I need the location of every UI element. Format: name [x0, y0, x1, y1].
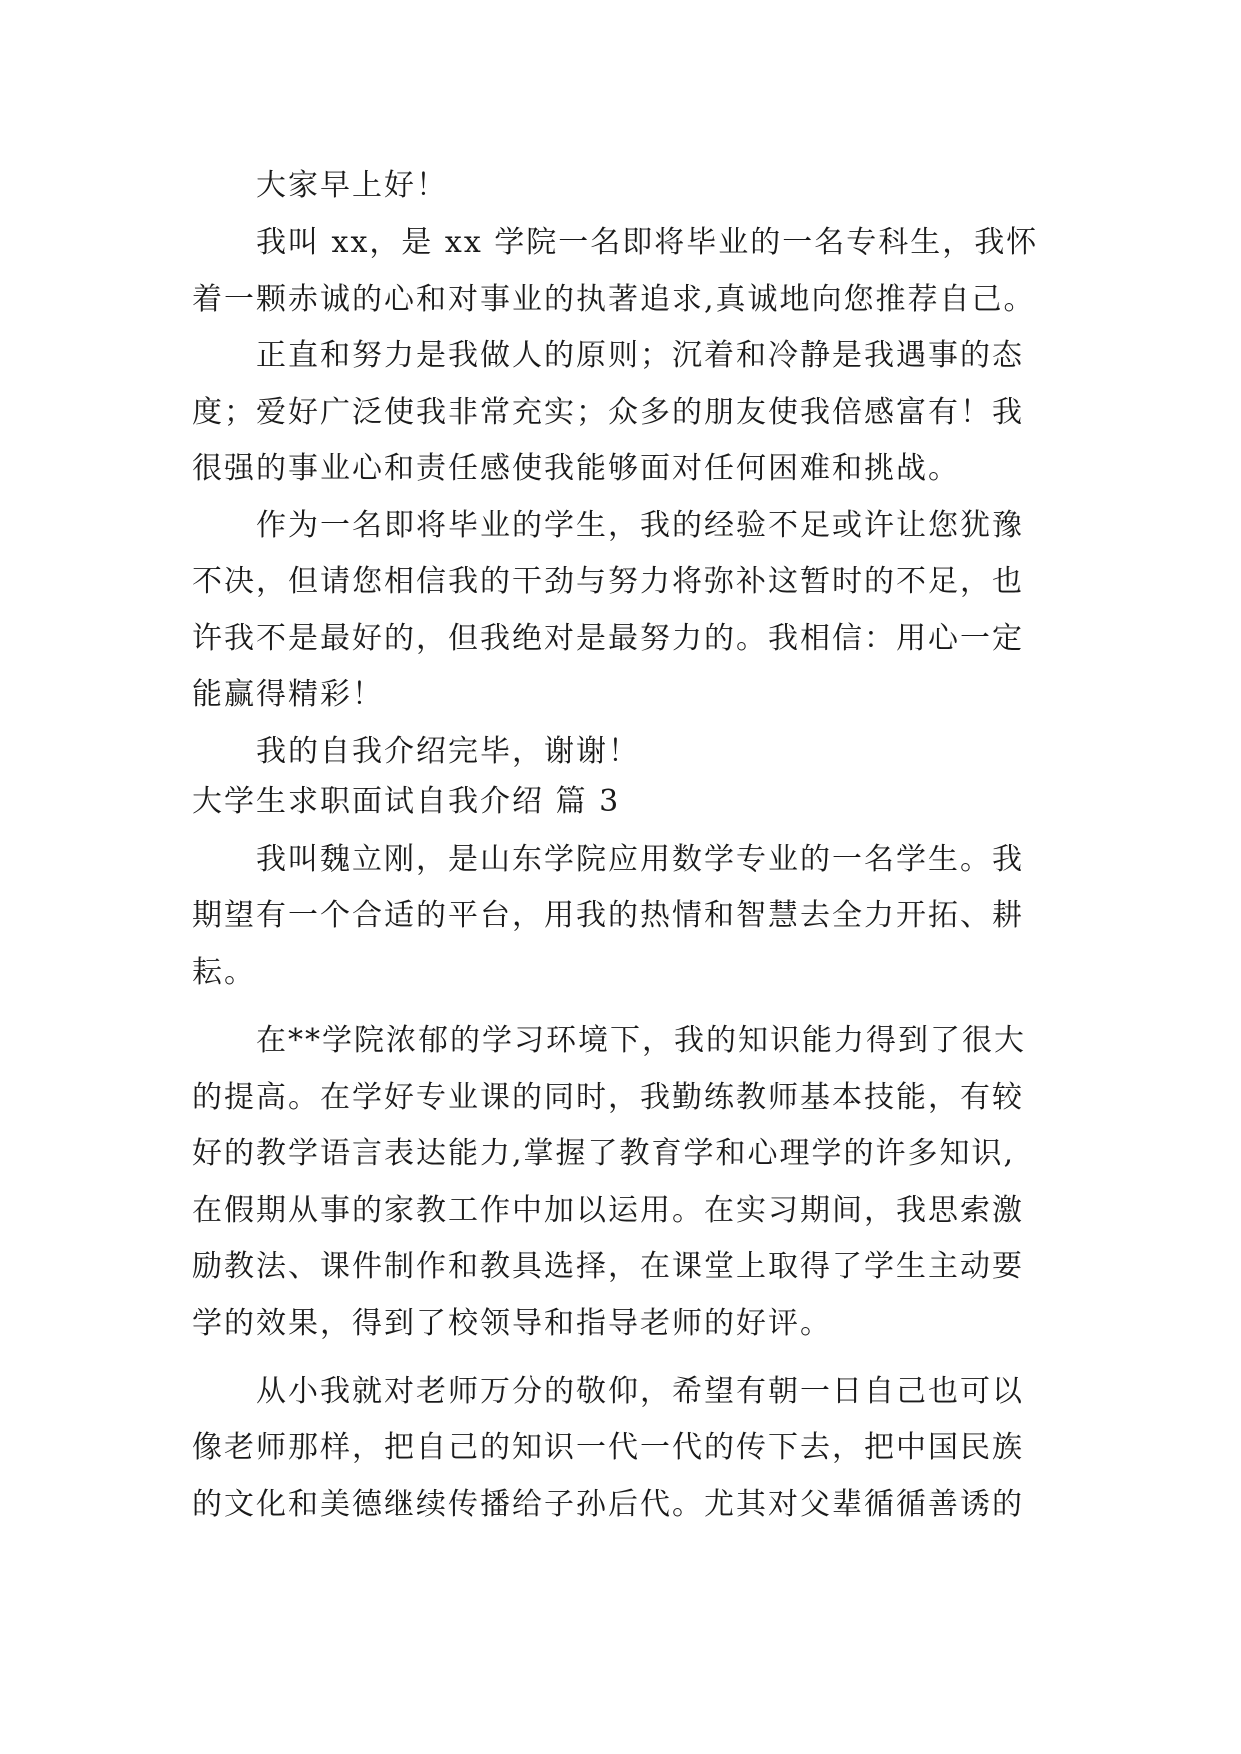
paragraph-line: 能赢得精彩！	[192, 677, 384, 712]
paragraph-line: 作为一名即将毕业的学生，我的经验不足或许让您犹豫	[256, 508, 1024, 543]
paragraph-line: 在假期从事的家教工作中加以运用。在实习期间，我思索激	[192, 1193, 1024, 1228]
paragraph-line: 不决，但请您相信我的干劲与努力将弥补这暂时的不足，也	[192, 564, 1024, 599]
paragraph-line: 好的教学语言表达能力,掌握了教育学和心理学的许多知识,	[192, 1136, 1016, 1171]
paragraph-line: 很强的事业心和责任感使我能够面对任何困难和挑战。	[192, 451, 960, 486]
greeting-line: 大家早上好！	[256, 168, 448, 203]
paragraph-line: 的文化和美德继续传播给子孙后代。尤其对父辈循循善诱的	[192, 1487, 1024, 1522]
paragraph-line: 耘。	[192, 955, 256, 990]
paragraph-line: 许我不是最好的，但我绝对是最努力的。我相信：用心一定	[192, 621, 1024, 656]
paragraph-line: 我叫魏立刚，是山东学院应用数学专业的一名学生。我	[256, 842, 1024, 877]
paragraph-line: 我叫 xx，是 xx 学院一名即将毕业的一名专科生，我怀	[256, 225, 1039, 260]
paragraph-line: 学的效果，得到了校领导和指导老师的好评。	[192, 1306, 832, 1341]
paragraph-line: 正直和努力是我做人的原则；沉着和冷静是我遇事的态	[256, 338, 1024, 373]
closing-line: 我的自我介绍完毕，谢谢！	[256, 734, 640, 769]
paragraph-line: 在**学院浓郁的学习环境下，我的知识能力得到了很大	[256, 1023, 1026, 1058]
paragraph-line: 励教法、课件制作和教具选择，在课堂上取得了学生主动要	[192, 1249, 1024, 1284]
paragraph-line: 像老师那样，把自己的知识一代一代的传下去，把中国民族	[192, 1430, 1024, 1465]
paragraph-line: 从小我就对老师万分的敬仰，希望有朝一日自己也可以	[256, 1374, 1024, 1409]
paragraph-line: 度；爱好广泛使我非常充实；众多的朋友使我倍感富有！我	[192, 395, 1024, 430]
section-heading: 大学生求职面试自我介绍 篇 3	[192, 784, 621, 819]
paragraph-line: 期望有一个合适的平台，用我的热情和智慧去全力开拓、耕	[192, 898, 1024, 933]
paragraph-line: 的提高。在学好专业课的同时，我勤练教师基本技能，有较	[192, 1080, 1024, 1115]
paragraph-line: 着一颗赤诚的心和对事业的执著追求,真诚地向您推荐自己。	[192, 282, 1036, 317]
